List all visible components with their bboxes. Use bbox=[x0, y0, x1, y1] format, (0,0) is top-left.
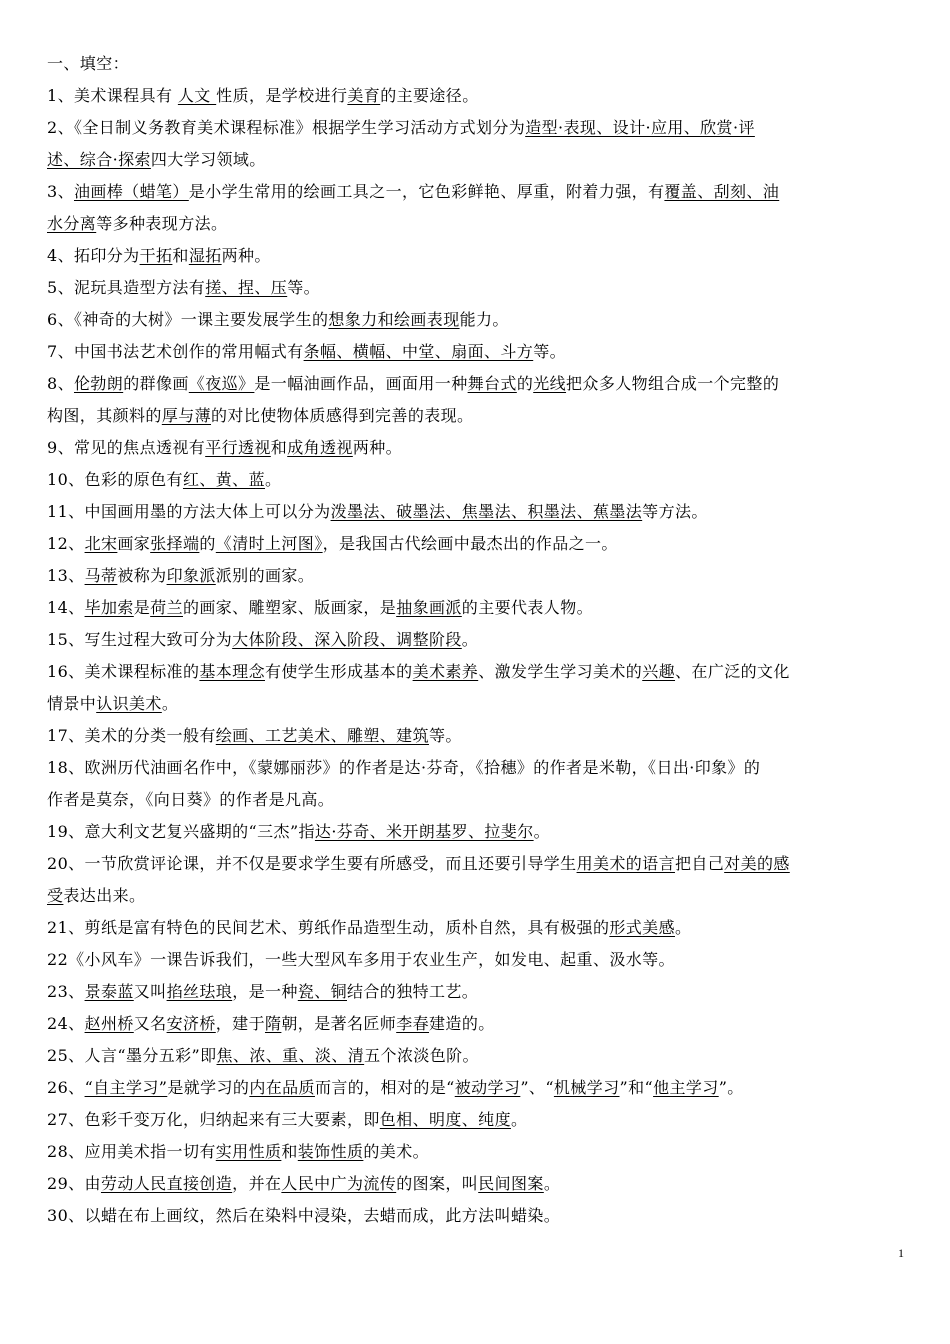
question-text: 的 bbox=[199, 534, 216, 553]
question-text: 而言的，相对的是“ bbox=[314, 1078, 455, 1097]
question-text: 。 bbox=[161, 694, 179, 713]
answer-text: 瓷、铜 bbox=[297, 982, 347, 1001]
question-text: ，建于 bbox=[215, 1014, 265, 1033]
text-line bbox=[47, 496, 907, 528]
answer-text: 马蒂 bbox=[84, 566, 118, 585]
text-line bbox=[47, 336, 907, 368]
question-text: 2、《全日制义务教育美术课程标准》根据学生学习活动方式划分为 bbox=[47, 118, 526, 137]
question-text: 1、美术课程具有 bbox=[47, 86, 178, 105]
question-text: ，是我国古代绘画中最杰出的作品之一。 bbox=[322, 534, 618, 553]
question-text: 13、 bbox=[47, 566, 85, 585]
question-text: 。 bbox=[264, 470, 282, 489]
answer-text: 成角透视 bbox=[287, 438, 353, 457]
question-text: 8、 bbox=[47, 374, 74, 393]
question-text: 的画家、雕塑家、版画家，是 bbox=[182, 598, 397, 617]
text-line bbox=[47, 208, 907, 240]
text-line bbox=[47, 304, 907, 336]
answer-text: 干拓 bbox=[139, 246, 173, 265]
answer-text: 毕加索 bbox=[84, 598, 134, 617]
question-text: 。 bbox=[461, 630, 479, 649]
answer-text: 绘画、工艺美术、雕塑、建筑 bbox=[215, 726, 429, 745]
question-text: 两种。 bbox=[221, 246, 271, 265]
text-line bbox=[47, 1008, 907, 1040]
answer-text: 他主学习 bbox=[653, 1078, 719, 1097]
question-text: 五个浓淡色阶。 bbox=[364, 1046, 479, 1065]
answer-text: 红、黄、蓝 bbox=[182, 470, 265, 489]
text-line bbox=[47, 752, 907, 784]
question-text: 的主要途径。 bbox=[380, 86, 479, 105]
answer-text: 景泰蓝 bbox=[84, 982, 134, 1001]
question-text: ”、“ bbox=[520, 1078, 554, 1097]
answer-text: 隋 bbox=[264, 1014, 282, 1033]
text-line bbox=[47, 176, 907, 208]
text-line bbox=[47, 528, 907, 560]
text-line bbox=[47, 1040, 907, 1072]
question-text: 的主要代表人物。 bbox=[461, 598, 593, 617]
question-text: 情景中 bbox=[47, 694, 97, 713]
text-line bbox=[47, 432, 907, 464]
text-line bbox=[47, 848, 907, 880]
answer-text: 覆盖、刮刻、油 bbox=[664, 182, 780, 201]
answer-text: 人民中广为流传 bbox=[281, 1174, 397, 1193]
question-text: 的对比使物体质感得到完善的表现。 bbox=[211, 406, 474, 425]
question-text: 是 bbox=[133, 598, 151, 617]
text-line bbox=[47, 368, 907, 400]
question-text: 的群像画 bbox=[123, 374, 189, 393]
question-text: 等。 bbox=[287, 278, 321, 297]
question-text: 性质，是学校进行 bbox=[216, 86, 348, 105]
question-text: 和 bbox=[172, 246, 189, 265]
answer-text: 用美术的语言 bbox=[576, 854, 675, 873]
question-text: 。 bbox=[674, 918, 692, 937]
text-line bbox=[47, 1200, 907, 1232]
answer-text: 兴趣 bbox=[642, 662, 676, 681]
answer-text: “自主学习” bbox=[84, 1078, 168, 1097]
answer-text: 美育 bbox=[347, 86, 381, 105]
answer-text: 水分离 bbox=[47, 214, 97, 233]
answer-text: 《夜巡》 bbox=[188, 374, 255, 393]
text-line bbox=[47, 144, 907, 176]
text-line bbox=[47, 688, 907, 720]
question-text: ，是一种 bbox=[232, 982, 298, 1001]
question-text: 。 bbox=[543, 1174, 561, 1193]
answer-text: 想象力和绘画表现 bbox=[328, 310, 460, 329]
question-text: 。 bbox=[533, 822, 551, 841]
question-text: ”和“ bbox=[619, 1078, 654, 1097]
question-text: 12、 bbox=[47, 534, 85, 553]
answer-text: 光线 bbox=[533, 374, 567, 393]
answer-text: 色相、明度、纯度 bbox=[379, 1110, 511, 1129]
answer-text: 基本理念 bbox=[199, 662, 265, 681]
question-text: 25、人言“墨分五彩”即 bbox=[47, 1046, 217, 1065]
document-body bbox=[47, 48, 907, 1232]
question-text: 作者是莫奈，《向日葵》的作者是凡高。 bbox=[47, 790, 335, 809]
question-text: 四大学习领域。 bbox=[150, 150, 266, 169]
text-line bbox=[47, 592, 907, 624]
answer-text: 油画棒（蜡笔） bbox=[73, 182, 189, 201]
answer-text: 达·芬奇、米开朗基罗、拉斐尔 bbox=[314, 822, 534, 841]
question-text: 22《小风车》一课告诉我们，一些大型风车多用于农业生产，如发电、起重、汲水等。 bbox=[47, 950, 675, 969]
text-line bbox=[47, 1136, 907, 1168]
answer-text: 安济桥 bbox=[166, 1014, 216, 1033]
question-text: 一、填空： bbox=[47, 54, 130, 73]
page-number: 1 bbox=[898, 1246, 904, 1260]
question-text: 把自己 bbox=[674, 854, 725, 873]
question-text: 5、泥玩具造型方法有 bbox=[47, 278, 206, 297]
question-text: 29、由 bbox=[47, 1174, 101, 1193]
question-text: 朝，是著名匠师 bbox=[281, 1014, 397, 1033]
answer-text: 搓、捏、压 bbox=[205, 278, 288, 297]
question-text: 画家 bbox=[117, 534, 151, 553]
text-line bbox=[47, 560, 907, 592]
answer-text: 被动学习 bbox=[454, 1078, 521, 1097]
question-text: 等多种表现方法。 bbox=[96, 214, 228, 233]
answer-text: 机械学习 bbox=[553, 1078, 620, 1097]
question-text: 的美术。 bbox=[363, 1142, 429, 1161]
question-text: 16、美术课程标准的 bbox=[47, 662, 200, 681]
question-text: 4、拓印分为 bbox=[47, 246, 140, 265]
text-line bbox=[47, 1072, 907, 1104]
answer-text: 张择端 bbox=[150, 534, 200, 553]
question-text: 27、色彩千变万化，归纳起来有三大要素，即 bbox=[47, 1110, 380, 1129]
question-text: 6、《神奇的大树》一课主要发展学生的 bbox=[47, 310, 329, 329]
question-text: 把众多人物组合成一个完整的 bbox=[566, 374, 780, 393]
question-text: 、在广泛的文化 bbox=[675, 662, 790, 681]
question-text: 30、以蜡在布上画纹，然后在染料中浸染，去蜡而成，此方法叫蜡染。 bbox=[47, 1206, 561, 1225]
text-line bbox=[47, 944, 907, 976]
answer-text: 民间图案 bbox=[478, 1174, 544, 1193]
answer-text: 造型·表现、设计·应用、欣赏·评 bbox=[525, 118, 755, 137]
answer-text: 受 bbox=[47, 886, 64, 905]
answer-text: 焦、浓、重、淡、清 bbox=[216, 1046, 365, 1065]
text-line bbox=[47, 976, 907, 1008]
question-text: 能力。 bbox=[459, 310, 509, 329]
answer-text: 舞台式 bbox=[467, 374, 517, 393]
answer-text: 人文 bbox=[177, 86, 217, 105]
question-text: 派别的画家。 bbox=[215, 566, 315, 585]
text-line bbox=[47, 1168, 907, 1200]
question-text: 18、欧洲历代油画名作中，《蒙娜丽莎》的作者是达·芬奇，《拾穗》的作者是米勒，《日出·印象》的 bbox=[47, 758, 761, 777]
answer-text: 述、综合·探索 bbox=[47, 150, 151, 169]
question-text: 15、写生过程大致可分为 bbox=[47, 630, 233, 649]
text-line bbox=[47, 1104, 907, 1136]
question-text: 被称为 bbox=[117, 566, 167, 585]
answer-text: 内在品质 bbox=[249, 1078, 315, 1097]
question-text: 26、 bbox=[47, 1078, 85, 1097]
text-line bbox=[47, 656, 907, 688]
answer-text: 大体阶段、深入阶段、调整阶段 bbox=[232, 630, 462, 649]
question-text: 17、美术的分类一般有 bbox=[47, 726, 216, 745]
answer-text: 掐丝珐琅 bbox=[166, 982, 233, 1001]
question-text: 11、中国画用墨的方法大体上可以分为 bbox=[47, 502, 331, 521]
question-text: 的 bbox=[516, 374, 534, 393]
text-line bbox=[47, 880, 907, 912]
text-line bbox=[47, 912, 907, 944]
question-text: 19、意大利文艺复兴盛期的“三杰”指 bbox=[47, 822, 315, 841]
text-line bbox=[47, 624, 907, 656]
answer-text: 条幅、横幅、中堂、扇面、斗方 bbox=[303, 342, 534, 361]
question-text: 和 bbox=[281, 1142, 298, 1161]
answer-text: 形式美感 bbox=[609, 918, 675, 937]
question-text: 21、剪纸是富有特色的民间艺术、剪纸作品造型生动，质朴自然，具有极强的 bbox=[47, 918, 610, 937]
question-text: 23、 bbox=[47, 982, 85, 1001]
answer-text: 北宋 bbox=[84, 534, 118, 553]
question-text: 又叫 bbox=[133, 982, 167, 1001]
question-text: 、激发学生学习美术的 bbox=[478, 662, 643, 681]
question-text: 的图案，叫 bbox=[396, 1174, 479, 1193]
answer-text: 劳动人民直接创造 bbox=[100, 1174, 233, 1193]
question-text: ”。 bbox=[718, 1078, 744, 1097]
question-text: 是就学习的 bbox=[167, 1078, 250, 1097]
answer-text: 李春 bbox=[396, 1014, 430, 1033]
answer-text: 荷兰 bbox=[150, 598, 183, 617]
answer-text: 美术素养 bbox=[412, 662, 479, 681]
answer-text: 抽象画派 bbox=[396, 598, 462, 617]
text-line bbox=[47, 48, 907, 80]
answer-text: 赵州桥 bbox=[84, 1014, 134, 1033]
answer-text: 认识美术 bbox=[96, 694, 162, 713]
question-text: 等。 bbox=[533, 342, 567, 361]
text-line bbox=[47, 720, 907, 752]
answer-text: 实用性质 bbox=[215, 1142, 282, 1161]
question-text: 9、常见的焦点透视有 bbox=[47, 438, 206, 457]
answer-text: 厚与薄 bbox=[161, 406, 212, 425]
question-text: 7、中国书法艺术创作的常用幅式有 bbox=[47, 342, 304, 361]
question-text: 结合的独特工艺。 bbox=[347, 982, 479, 1001]
question-text: 3、 bbox=[47, 182, 74, 201]
question-text: 是一幅油画作品，画面用一种 bbox=[254, 374, 468, 393]
text-line bbox=[47, 112, 907, 144]
answer-text: 泼墨法、破墨法、焦墨法、积墨法、蕉墨法 bbox=[330, 502, 643, 521]
text-line bbox=[47, 80, 907, 112]
question-text: 10、色彩的原色有 bbox=[47, 470, 183, 489]
question-text: 是小学生常用的绘画工具之一，它色彩鲜艳、厚重，附着力强，有 bbox=[188, 182, 665, 201]
text-line bbox=[47, 240, 907, 272]
question-text: 24、 bbox=[47, 1014, 85, 1033]
question-text: 。 bbox=[510, 1110, 528, 1129]
question-text: 又名 bbox=[133, 1014, 167, 1033]
text-line bbox=[47, 272, 907, 304]
question-text: 构图，其颜料的 bbox=[47, 406, 162, 425]
question-text: 28、应用美术指一切有 bbox=[47, 1142, 216, 1161]
answer-text: 湿拓 bbox=[188, 246, 222, 265]
answer-text: 装饰性质 bbox=[297, 1142, 364, 1161]
question-text: 两种。 bbox=[352, 438, 403, 457]
text-line bbox=[47, 816, 907, 848]
question-text: 建造的。 bbox=[429, 1014, 495, 1033]
question-text: 有使学生形成基本的 bbox=[264, 662, 413, 681]
text-line bbox=[47, 784, 907, 816]
question-text: 14、 bbox=[47, 598, 85, 617]
question-text: 等。 bbox=[428, 726, 462, 745]
answer-text: 《清时上河图》 bbox=[215, 534, 323, 553]
question-text: 和 bbox=[270, 438, 288, 457]
answer-text: 伦勃朗 bbox=[73, 374, 124, 393]
text-line bbox=[47, 400, 907, 432]
question-text: 表达出来。 bbox=[63, 886, 146, 905]
answer-text: 印象派 bbox=[166, 566, 216, 585]
answer-text: 平行透视 bbox=[205, 438, 271, 457]
answer-text: 对美的感 bbox=[724, 854, 790, 873]
question-text: 20、一节欣赏评论课，并不仅是要求学生要有所感受，而且还要引导学生 bbox=[47, 854, 577, 873]
question-text: ，并在 bbox=[232, 1174, 282, 1193]
text-line bbox=[47, 464, 907, 496]
question-text: 等方法。 bbox=[642, 502, 708, 521]
